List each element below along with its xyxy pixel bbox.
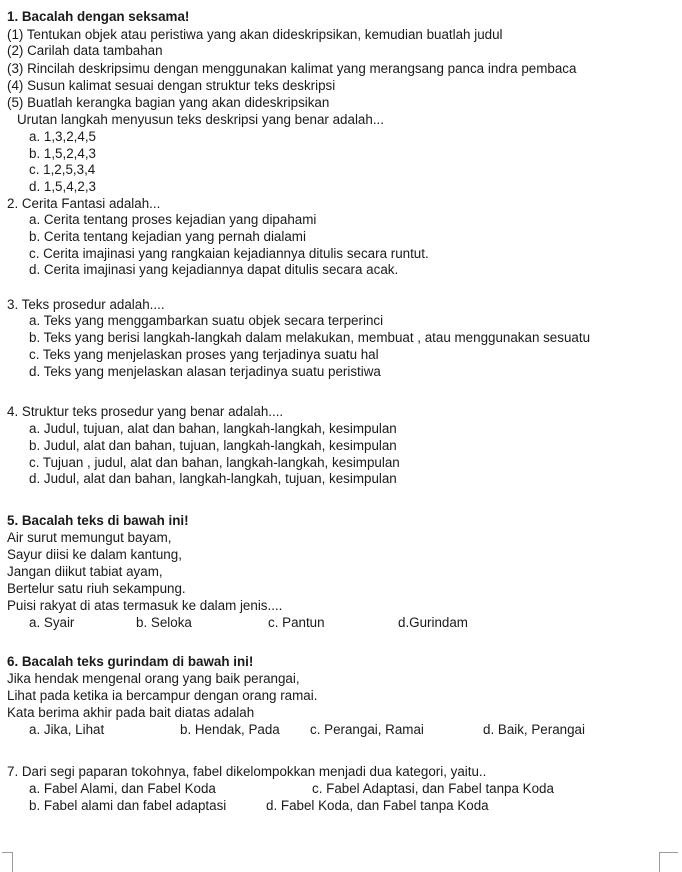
q2-title: 2. Cerita Fantasi adalah...: [7, 196, 161, 211]
q1-step-1: (1) Tentukan objek atau peristiwa yang akan dideskripsikan, kemudian buatlah judul: [7, 27, 503, 42]
q5-option-a: a. Syair: [29, 615, 75, 630]
q6-title: 6. Bacalah teks gurindam di bawah ini!: [7, 654, 254, 669]
q1-option-d: d. 1,5,4,2,3: [29, 179, 97, 194]
q4-option-d: d. Judul, alat dan bahan, langkah-langkah, tujuan, kesimpulan: [29, 471, 397, 486]
q1-step-3: (3) Rincilah deskripsimu dengan menggunakan kalimat yang merangsang panca indra pembaca: [7, 61, 577, 76]
page-corner-right: [659, 852, 678, 872]
q1-step-5: (5) Buatlah kerangka bagian yang akan dideskripsikan: [7, 95, 330, 110]
q6-option-d: d. Baik, Perangai: [483, 722, 585, 737]
q1-option-a: a. 1,3,2,4,5: [29, 129, 97, 144]
q4-title: 4. Struktur teks prosedur yang benar adalah....: [7, 404, 284, 419]
q1-question: Urutan langkah menyusun teks deskripsi yang benar adalah...: [17, 112, 384, 127]
q5-question: Puisi rakyat di atas termasuk ke dalam jenis....: [7, 598, 283, 613]
q4-option-a: a. Judul, tujuan, alat dan bahan, langkah-langkah, kesimpulan: [29, 421, 397, 436]
q5-option-d: d.Gurindam: [398, 615, 468, 630]
q4-option-b: b. Judul, alat dan bahan, tujuan, langkah-langkah, kesimpulan: [29, 438, 397, 453]
q3-option-b: b. Teks yang berisi langkah-langkah dalam melakukan, membuat , atau menggunakan sesuatu: [29, 330, 591, 345]
q5-poem-line-2: Sayur diisi ke dalam kantung,: [7, 547, 182, 562]
q3-option-d: d. Teks yang menjelaskan alasan terjadinya suatu peristiwa: [29, 364, 381, 379]
q5-title: 5. Bacalah teks di bawah ini!: [7, 513, 189, 528]
q2-option-c: c. Cerita imajinasi yang rangkaian kejadiannya ditulis secara runtut.: [29, 246, 429, 261]
q6-poem-line-2: Lihat pada ketika ia bercampur dengan orang ramai.: [7, 688, 318, 703]
q7-title: 7. Dari segi paparan tokohnya, fabel dikelompokkan menjadi dua kategori, yaitu..: [7, 764, 487, 779]
q3-option-c: c. Teks yang menjelaskan proses yang terjadinya suatu hal: [29, 347, 379, 362]
q6-option-a: a. Jika, Lihat: [29, 722, 105, 737]
q1-step-2: (2) Carilah data tambahan: [7, 43, 163, 58]
q1-step-4: (4) Susun kalimat sesuai dengan struktur teks deskripsi: [7, 78, 336, 93]
q1-option-b: b. 1,5,2,4,3: [29, 146, 97, 161]
q4-option-c: c. Tujuan , judul, alat dan bahan, langkah-langkah, kesimpulan: [29, 455, 400, 470]
q6-option-b: b. Hendak, Pada: [180, 722, 280, 737]
q1-title: 1. Bacalah dengan seksama!: [7, 9, 190, 24]
q1-option-c: c. 1,2,5,3,4: [29, 162, 96, 177]
q6-question: Kata berima akhir pada bait diatas adalah: [7, 705, 255, 720]
q7-option-d: d. Fabel Koda, dan Fabel tanpa Koda: [266, 798, 489, 813]
q2-option-a: a. Cerita tentang proses kejadian yang dipahami: [29, 212, 317, 227]
q5-option-b: b. Seloka: [136, 615, 192, 630]
q3-option-a: a. Teks yang menggambarkan suatu objek secara terperinci: [29, 313, 384, 328]
q7-option-c: c. Fabel Adaptasi, dan Fabel tanpa Koda: [312, 781, 554, 796]
page-corner-left: [2, 852, 13, 872]
q5-poem-line-4: Bertelur satu riuh sekampung.: [7, 581, 186, 596]
q7-option-a: a. Fabel Alami, dan Fabel Koda: [29, 781, 216, 796]
q5-poem-line-3: Jangan diikut tabiat ayam,: [7, 564, 163, 579]
q2-option-d: d. Cerita imajinasi yang kejadiannya dapat ditulis secara acak.: [29, 262, 399, 277]
q6-option-c: c. Perangai, Ramai: [310, 722, 424, 737]
q3-title: 3. Teks prosedur adalah....: [7, 297, 165, 312]
q6-poem-line-1: Jika hendak mengenal orang yang baik perangai,: [7, 671, 300, 686]
q5-option-c: c. Pantun: [268, 615, 325, 630]
q5-poem-line-1: Air surut memungut bayam,: [7, 530, 172, 545]
q2-option-b: b. Cerita tentang kejadian yang pernah dialami: [29, 229, 306, 244]
q7-option-b: b. Fabel alami dan fabel adaptasi: [29, 798, 227, 813]
